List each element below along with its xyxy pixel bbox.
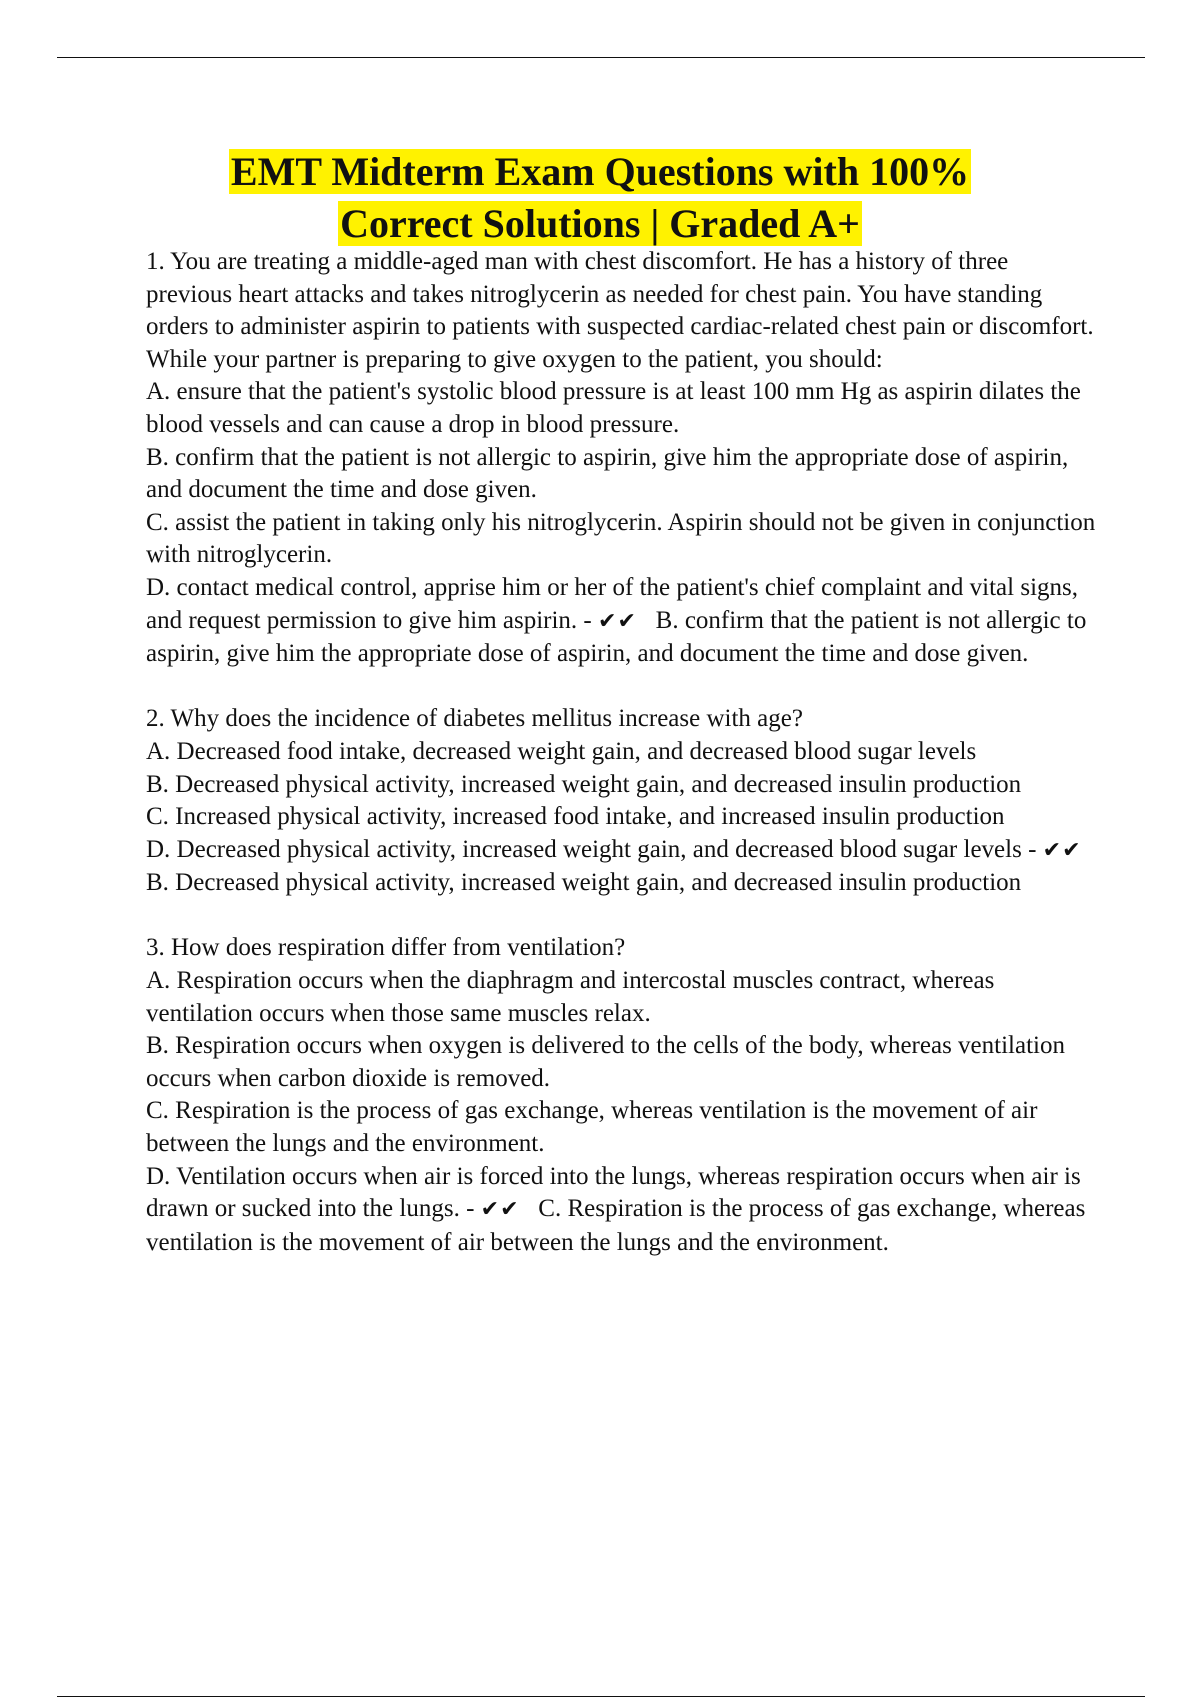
document-title [60, 146, 1140, 250]
question-prompt: 1. You are treating a middle-aged man with chest discomfort. He has a history of three previous heart attacks and takes nitroglycerin as needed for chest pain. You have standing orders to administer aspirin to patients with suspected cardiac-related chest pain or discomfort. While your partner is preparing to give oxygen to the patient, you should: [146, 248, 1094, 373]
option-c: C. Respiration is the process of gas exchange, whereas ventilation is the movement of air between the lungs and the environment. [146, 1097, 1038, 1158]
option-a: A. Decreased food intake, decreased weight gain, and decreased blood sugar levels [146, 737, 977, 765]
option-d-with-answer [146, 572, 1096, 671]
page-bottom-rule [57, 1696, 1145, 1697]
option-d: D. Ventilation occurs when air is forced into the lungs, whereas respiration occurs when air is drawn or sucked into the lungs. - [146, 1162, 1081, 1223]
option-c: C. Increased physical activity, increased food intake, and increased insulin production [146, 803, 1005, 831]
question-2 [146, 703, 1096, 900]
checkmark-icon: ✔✔ [480, 1197, 520, 1223]
question-prompt: 2. Why does the incidence of diabetes mellitus increase with age? [146, 705, 803, 733]
option-d-with-answer [146, 834, 1096, 900]
option-d: D. contact medical control, apprise him or her of the patient's chief complaint and vital signs, and request permission to give him aspirin. - [146, 573, 1079, 634]
option-d: D. Decreased physical activity, increased weight gain, and decreased blood sugar levels - [146, 835, 1037, 863]
question-1 [146, 246, 1096, 671]
title-line-1: EMT Midterm Exam Questions with 100% [230, 149, 970, 194]
title-line-2: Correct Solutions | Graded A+ [340, 201, 860, 246]
correct-answer: B. Decreased physical activity, increased weight gain, and decreased insulin production [146, 869, 1022, 897]
option-b: B. confirm that the patient is not allergic to aspirin, give him the appropriate dose of aspirin, and document the time and dose given. [146, 443, 1069, 504]
question-prompt: 3. How does respiration differ from ventilation? [146, 934, 626, 962]
option-b: B. Respiration occurs when oxygen is delivered to the cells of the body, whereas ventilation occurs when carbon dioxide is removed. [146, 1032, 1065, 1092]
option-d-with-answer [146, 1161, 1096, 1260]
page-top-rule [57, 57, 1145, 58]
checkmark-icon: ✔✔ [598, 608, 637, 634]
correct-answer: B. confirm that the patient is not allergic to aspirin, give him the appropriate dose of aspirin, and document the time and dose given. [146, 606, 1087, 668]
option-a: A. ensure that the patient's systolic blood pressure is at least 100 mm Hg as aspirin dilates the blood vessels and can cause a drop in blood pressure. [146, 378, 1081, 438]
correct-answer: C. Respiration is the process of gas exchange, whereas ventilation is the movement of air between the lungs and the environment. [146, 1195, 1086, 1256]
option-a: A. Respiration occurs when the diaphragm and intercostal muscles contract, whereas ventilation occurs when those same muscles relax. [146, 967, 995, 1027]
questions-list [146, 246, 1096, 1292]
option-c: C. assist the patient in taking only his nitroglycerin. Aspirin should not be given in conjunction with nitroglycerin. [146, 508, 1096, 569]
checkmark-icon: ✔✔ [1042, 837, 1082, 863]
question-3 [146, 932, 1096, 1259]
option-b: B. Decreased physical activity, increased weight gain, and decreased insulin production [146, 770, 1022, 798]
